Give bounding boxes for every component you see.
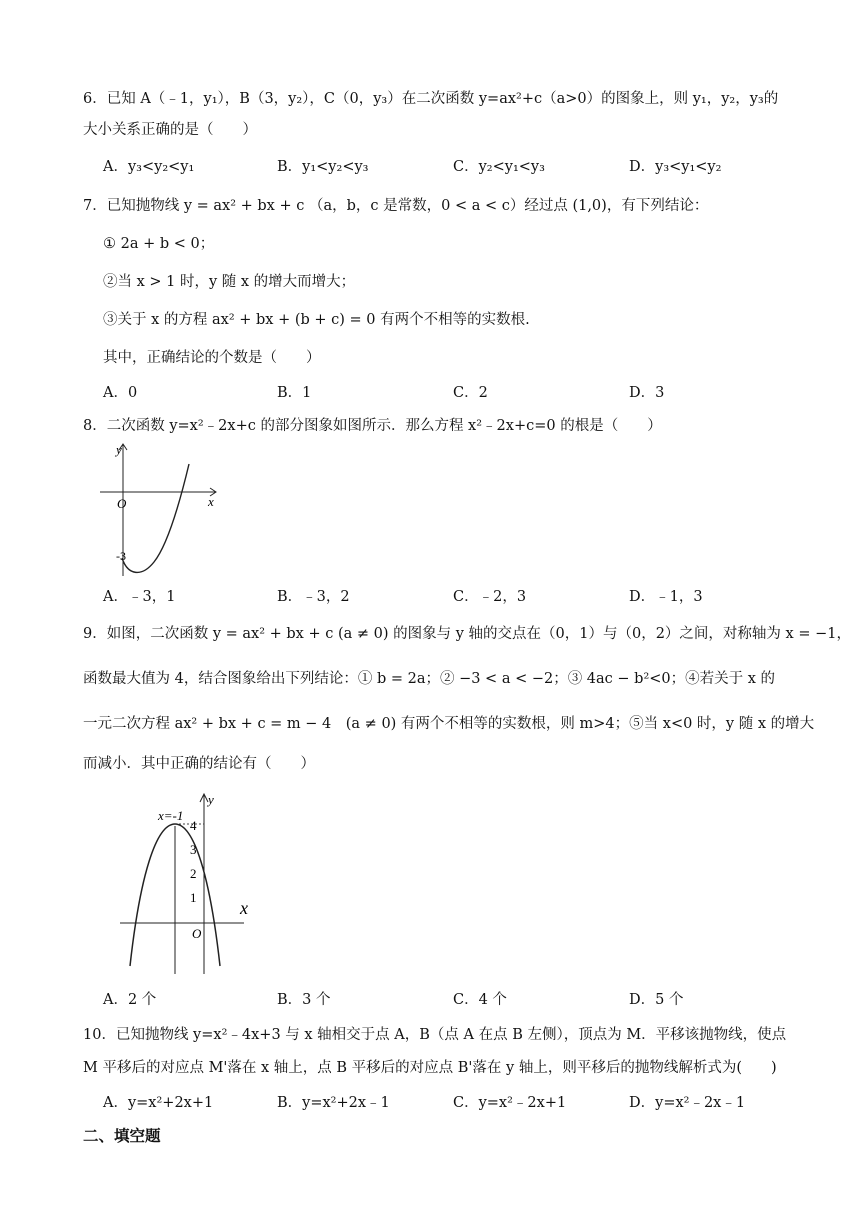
q9-y-label: y	[208, 792, 214, 807]
q9-tick-1: 1	[190, 890, 197, 905]
q8-option-a: A．﹣3，1	[103, 589, 176, 605]
q10-option-a: A．y=x²+2x+1	[103, 1095, 214, 1111]
q10-option-c: C．y=x²﹣2x+1	[453, 1095, 567, 1111]
q9-option-b: B．3 个	[277, 992, 331, 1008]
q8-origin-label: O	[117, 496, 127, 511]
q10-option-d: D．y=x²﹣2x﹣1	[629, 1095, 746, 1111]
q7-conclusion-1: ① 2a + b < 0；	[103, 236, 215, 252]
q8-x-label: x	[208, 494, 214, 509]
q7-option-b: B．1	[277, 385, 312, 401]
q10-option-b: B．y=x²+2x﹣1	[277, 1095, 390, 1111]
q8-y-label: y	[116, 442, 122, 457]
q7-question: 其中，正确结论的个数是（ ）	[103, 350, 321, 366]
q7-option-c: C．2	[453, 385, 488, 401]
q6-stem-line2: 大小关系正确的是（ ）	[83, 122, 257, 138]
q7-option-a: A．0	[103, 385, 138, 401]
q10-line1: 10．已知抛物线 y=x²﹣4x+3 与 x 轴相交于点 A，B（点 A 在点 B 左侧），顶点为 M．平移该抛物线，使点	[83, 1027, 787, 1043]
q8-option-c: C．﹣2，3	[453, 589, 527, 605]
q9-tick-2: 2	[190, 866, 197, 881]
q6-option-b: B．y₁<y₂<y₃	[277, 159, 369, 175]
q10-line2: M 平移后的对应点 M'落在 x 轴上，点 B 平移后的对应点 B'落在 y 轴上，则平移后的抛物线解析式为( )	[83, 1060, 777, 1076]
q7-option-d: D．3	[629, 385, 665, 401]
q8-parabola-figure	[96, 440, 226, 580]
q9-origin-label: O	[192, 926, 202, 941]
q6-option-c: C．y₂<y₁<y₃	[453, 159, 545, 175]
section-heading: 二、填空题	[83, 1126, 161, 1145]
q8-stem: 8．二次函数 y=x²﹣2x+c 的部分图象如图所示．那么方程 x²﹣2x+c=0 的根是（ ）	[83, 418, 662, 434]
q6-option-a: A．y₃<y₂<y₁	[103, 159, 195, 175]
q9-parabola-figure	[118, 786, 258, 978]
q9-axis-label: x=-1	[158, 808, 184, 823]
q9-line3: 一元二次方程 ax² + bx + c = m − 4 (a ≠ 0) 有两个不相等的实数根，则 m>4；⑤当 x<0 时，y 随 x 的增大	[83, 716, 815, 732]
q8-minus3-label: -3	[116, 549, 126, 563]
q9-option-d: D．5 个	[629, 992, 684, 1008]
q8-parabola-curve	[122, 464, 189, 572]
q8-option-b: B．﹣3，2	[277, 589, 350, 605]
q9-line2: 函数最大值为 4，结合图象给出下列结论：① b = 2a；② −3 < a < −2；③ 4ac − b²<0；④若关于 x 的	[83, 671, 776, 687]
q6-option-d: D．y₃<y₁<y₂	[629, 159, 722, 175]
q7-conclusion-2: ②当 x > 1 时，y 随 x 的增大而增大；	[103, 274, 356, 290]
q9-option-a: A．2 个	[103, 992, 157, 1008]
q6-stem-line1: 6．已知 A（﹣1，y₁），B（3，y₂），C（0，y₃）在二次函数 y=ax²+c（a>0）的图象上，则 y₁，y₂，y₃的	[83, 91, 779, 107]
q7-stem: 7．已知抛物线 y = ax² + bx + c （a，b，c 是常数，0 < a < c）经过点 (1,0)，有下列结论：	[83, 198, 709, 214]
q9-line4: 而减小．其中正确的结论有（ ）	[83, 756, 315, 772]
q9-option-c: C．4 个	[453, 992, 507, 1008]
q9-line1: 9．如图，二次函数 y = ax² + bx + c (a ≠ 0) 的图象与 y 轴的交点在（0，1）与（0，2）之间，对称轴为 x = −1，	[83, 626, 851, 642]
q8-option-d: D．﹣1，3	[629, 589, 703, 605]
q7-conclusion-3: ③关于 x 的方程 ax² + bx + (b + c) = 0 有两个不相等的实数根.	[103, 312, 530, 328]
q9-x-label: x	[240, 898, 248, 918]
q9-tick-3: 3	[190, 842, 197, 857]
q9-tick-4: 4	[190, 818, 197, 833]
